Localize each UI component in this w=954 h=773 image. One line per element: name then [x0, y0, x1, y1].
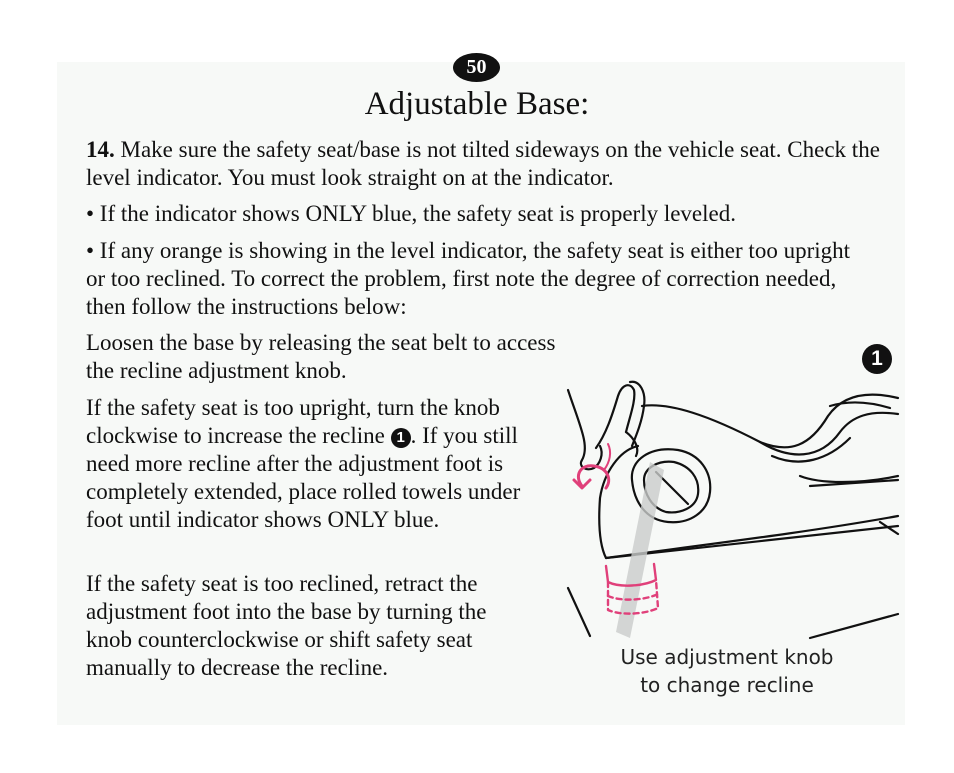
base-adjustment-illustration [560, 376, 900, 641]
too-reclined-paragraph: If the safety seat is too reclined, retract the adjustment foot into the base by turning the knob counterclockwise or shift safety seat manually to decrease the recline. [86, 571, 487, 680]
caption-line-2: to change recline [640, 673, 814, 697]
level-indicator-strip [616, 462, 664, 638]
page-number-badge: 50 [453, 53, 500, 82]
bullet-blue: • If the indicator shows ONLY blue, the safety seat is properly leveled. [86, 201, 736, 226]
loosen-paragraph: Loosen the base by releasing the seat belt to access the recline adjustment knob. [86, 330, 556, 383]
page-title: Adjustable Base: [364, 86, 590, 122]
figure-marker-1: 1 [862, 344, 892, 374]
bullet-orange: • If any orange is showing in the level indicator, the safety seat is either too upright or too reclined. To correct the problem, first note the degree of correction needed, then follow the instructions below: [86, 238, 851, 319]
too-upright-text-b: . If you still need more recline after the adjustment foot is completely extended, place rolled towels under foot until indicator shows ONLY blue. [86, 423, 521, 532]
step-14-text: Make sure the safety seat/base is not tilted sideways on the vehicle seat. Check the level indicator. You must look straight on at the indicator. [86, 137, 880, 190]
too-upright-text-a: If the safety seat is too upright, turn the knob clockwise to increase the recline [86, 395, 500, 448]
vehicle-seat-line [810, 614, 898, 638]
caption-line-1: Use adjustment knob [620, 645, 834, 669]
step-number: 14. [86, 137, 115, 162]
step-14-paragraph [86, 136, 886, 192]
too-upright-paragraph [86, 394, 526, 534]
hand-outline [568, 390, 602, 469]
figure-ref-1-icon: 1 [391, 428, 411, 448]
figure-caption [592, 643, 862, 699]
